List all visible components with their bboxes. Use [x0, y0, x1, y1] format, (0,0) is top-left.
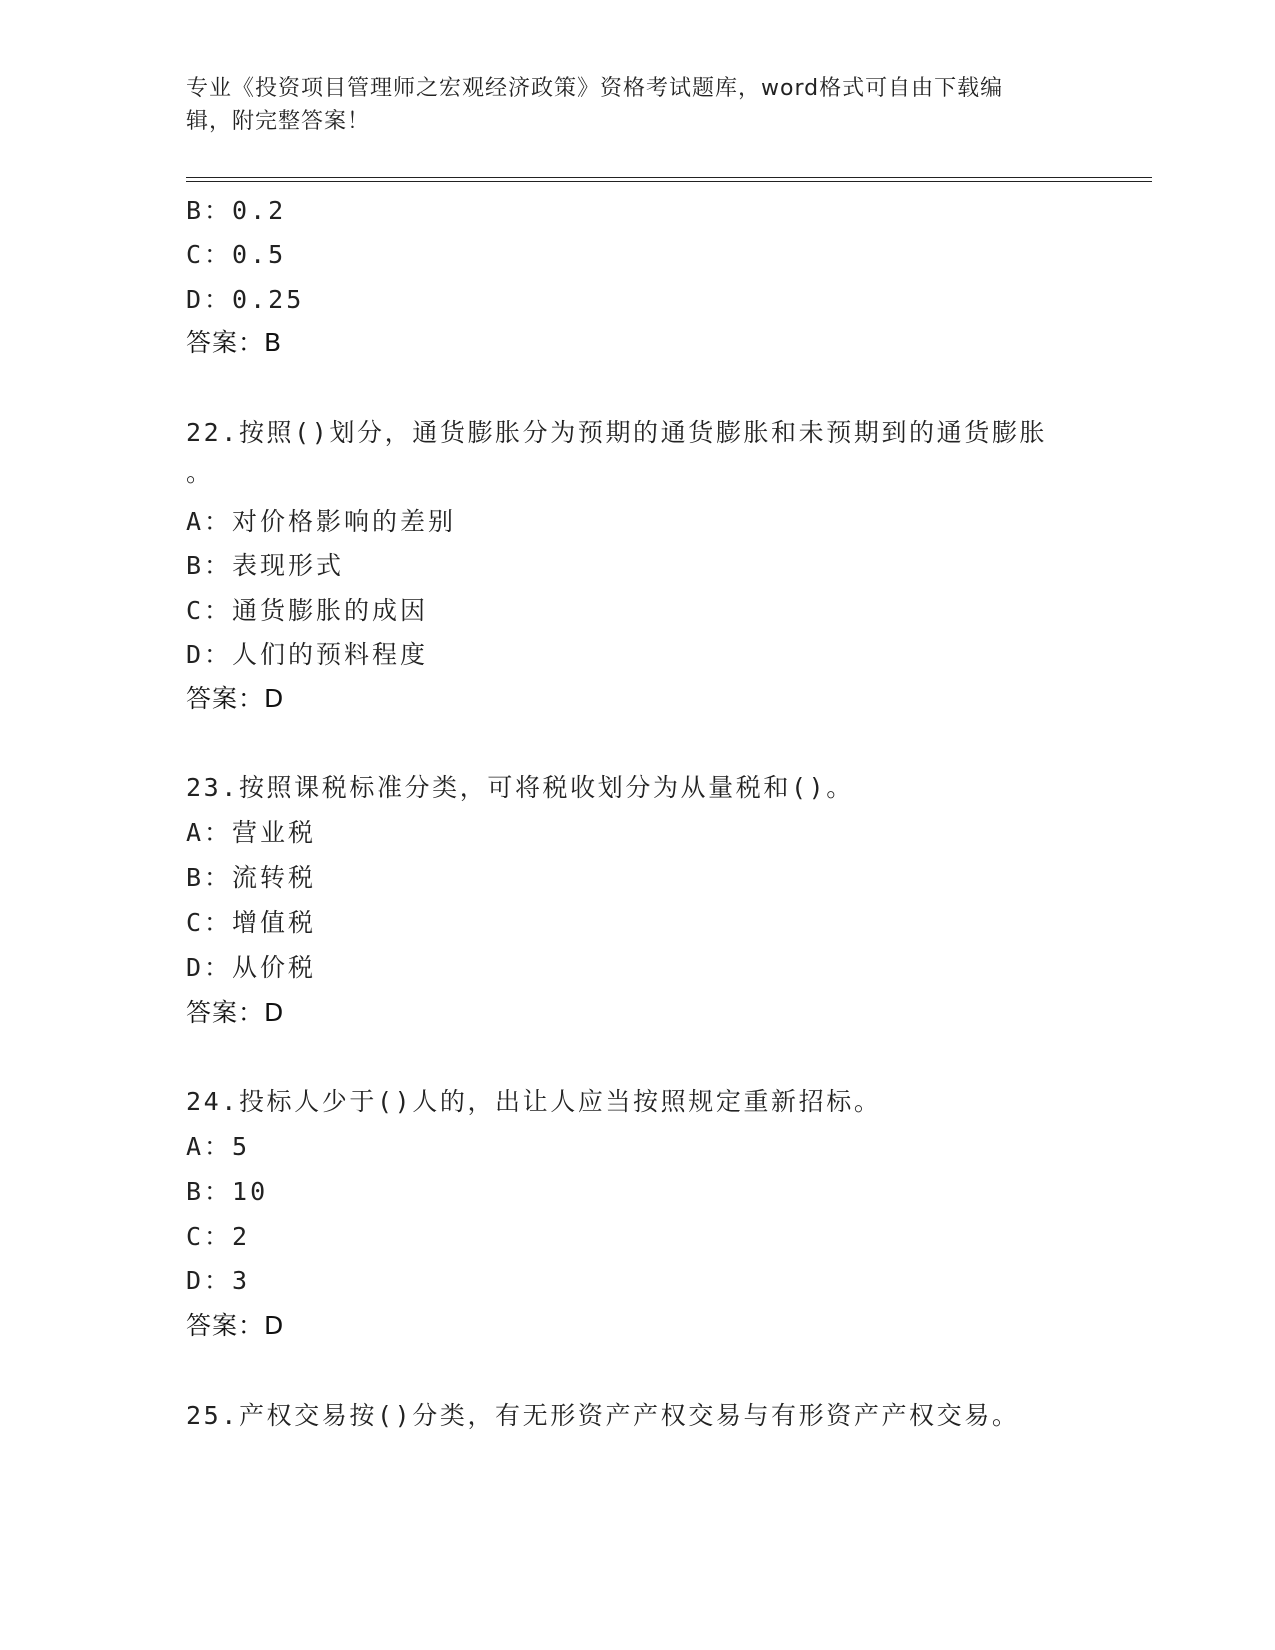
- option-c: C：增值税: [186, 908, 317, 937]
- option-d: D：从价税: [186, 953, 317, 982]
- header-line-1: 专业《投资项目管理师之宏观经济政策》资格考试题库，word格式可自由下载编: [186, 76, 1004, 101]
- question-23-stem: 23.按照课税标准分类，可将税收划分为从量税和()。: [186, 773, 854, 802]
- answer: 答案：D: [186, 1311, 285, 1340]
- option-b: B：0.2: [186, 196, 287, 225]
- option-c: C：0.5: [186, 240, 287, 269]
- option-b: B：流转税: [186, 863, 317, 892]
- question-22-stem-cont: 。: [186, 458, 215, 487]
- option-b: B：表现形式: [186, 551, 345, 580]
- option-c: C：通货膨胀的成因: [186, 596, 429, 625]
- option-a: A：对价格影响的差别: [186, 507, 457, 536]
- option-a: A：5: [186, 1132, 251, 1161]
- question-22-stem: 22.按照()划分，通货膨胀分为预期的通货膨胀和未预期到的通货膨胀: [186, 418, 1048, 447]
- answer: 答案：D: [186, 684, 285, 713]
- option-a: A：营业税: [186, 818, 317, 847]
- answer: 答案：D: [186, 998, 285, 1027]
- answer: 答案：B: [186, 328, 283, 357]
- option-b: B：10: [186, 1177, 269, 1206]
- document-header: [186, 72, 1086, 138]
- option-d: D：3: [186, 1266, 251, 1295]
- header-line-2: 辑，附完整答案！: [186, 109, 371, 134]
- header-divider-top: [186, 177, 1152, 178]
- option-d: D：0.25: [186, 285, 305, 314]
- option-d: D：人们的预料程度: [186, 640, 429, 669]
- option-c: C：2: [186, 1222, 251, 1251]
- question-24-stem: 24.投标人少于()人的，出让人应当按照规定重新招标。: [186, 1087, 882, 1116]
- header-divider-bottom: [186, 181, 1152, 182]
- question-25-stem: 25.产权交易按()分类，有无形资产产权交易与有形资产产权交易。: [186, 1401, 1020, 1430]
